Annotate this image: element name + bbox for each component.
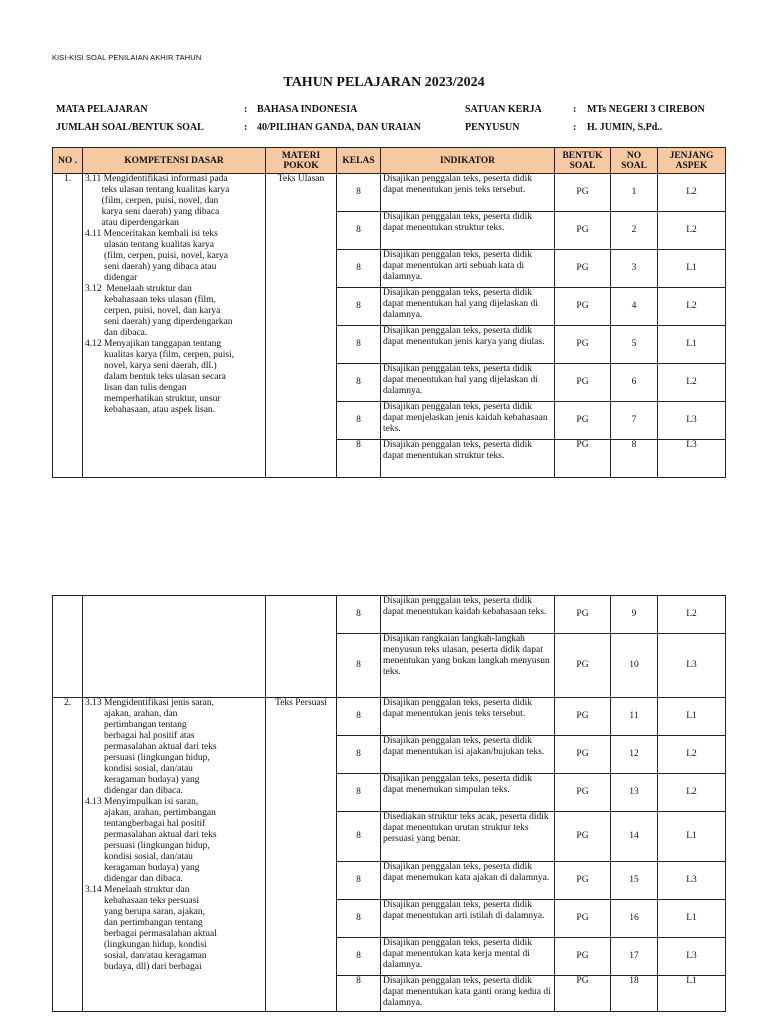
col-no-header: NO . [53, 148, 83, 174]
row-number-continued [53, 596, 83, 698]
kelas-cell: 8 [337, 364, 381, 402]
jumlah-label: JUMLAH SOAL/BENTUK SOAL [56, 122, 204, 133]
table-row [53, 596, 726, 634]
jenjang-cell: L2 [658, 364, 726, 402]
bentuk-cell: PG [555, 288, 611, 326]
jumlah-value: 40/PILIHAN GANDA, DAN URAIAN [257, 122, 421, 133]
col-materi-header: MATERI POKOK [266, 148, 337, 174]
indikator-cell: Disajikan penggalan teks, peserta didik dapat menentukan jenis teks tersebut. [381, 698, 555, 736]
nosoal-cell: 7 [611, 402, 658, 440]
nosoal-cell: 4 [611, 288, 658, 326]
nosoal-cell: 1 [611, 174, 658, 212]
nosoal-cell: 3 [611, 250, 658, 288]
indikator-cell: Disajikan penggalan teks, peserta didik dapat menentukan jenis teks tersebut. [381, 174, 555, 212]
jenjang-cell: L1 [658, 900, 726, 938]
kelas-cell: 8 [337, 440, 381, 478]
indikator-cell: Disediakan struktur teks acak, peserta didik dapat menentukan urutan struktur teks persuasi yang benar. [381, 812, 555, 862]
nosoal-cell: 15 [611, 862, 658, 900]
materi-pokok-continued [266, 596, 337, 698]
jenjang-cell: L2 [658, 174, 726, 212]
penyusun-value: H. JUMIN, S.Pd.. [587, 122, 663, 133]
jenjang-cell: L1 [658, 976, 726, 1012]
kelas-cell: 8 [337, 634, 381, 698]
kelas-cell: 8 [337, 326, 381, 364]
table-row [53, 698, 726, 736]
jenjang-cell: L1 [658, 812, 726, 862]
indikator-cell: Disajikan penggalan teks, peserta didik dapat menentukan kaidah kebahasaan teks. [381, 596, 555, 634]
bentuk-cell: PG [555, 812, 611, 862]
bentuk-cell: PG [555, 364, 611, 402]
indikator-cell: Disajikan penggalan teks, peserta didik dapat menemukan kata ajakan di dalamnya. [381, 862, 555, 900]
indikator-cell: Disajikan penggalan teks, peserta didik dapat menentukan struktur teks. [381, 440, 555, 478]
jenjang-cell: L2 [658, 736, 726, 774]
nosoal-cell: 13 [611, 774, 658, 812]
bentuk-cell: PG [555, 596, 611, 634]
bentuk-cell: PG [555, 440, 611, 478]
indikator-cell: Disajikan penggalan teks, peserta didik dapat menentukan arti istilah di dalamnya. [381, 900, 555, 938]
nosoal-cell: 2 [611, 212, 658, 250]
jenjang-cell: L2 [658, 288, 726, 326]
kelas-cell: 8 [337, 938, 381, 976]
bentuk-cell: PG [555, 402, 611, 440]
indikator-cell: Disajikan penggalan teks, peserta didik dapat menentukan kata ganti orang kedua di dalamnya. [381, 976, 555, 1012]
jenjang-cell: L1 [658, 326, 726, 364]
kelas-cell: 8 [337, 402, 381, 440]
bentuk-cell: PG [555, 698, 611, 736]
bentuk-cell: PG [555, 250, 611, 288]
document-header-label: KISI-KISI SOAL PENILAIAN AKHIR TAHUN [52, 53, 202, 62]
jenjang-cell: L2 [658, 212, 726, 250]
nosoal-cell: 9 [611, 596, 658, 634]
col-kelas-header: KELAS [337, 148, 381, 174]
kelas-cell: 8 [337, 862, 381, 900]
indikator-cell: Disajikan penggalan teks, peserta didik dapat menentukan hal yang dijelaskan di dalamnya. [381, 288, 555, 326]
mapel-label: MATA PELAJARAN [56, 104, 148, 115]
jenjang-cell: L1 [658, 250, 726, 288]
jumlah-separator: : [244, 122, 248, 133]
kelas-cell: 8 [337, 698, 381, 736]
jenjang-cell: L3 [658, 402, 726, 440]
nosoal-cell: 17 [611, 938, 658, 976]
kelas-cell: 8 [337, 976, 381, 1012]
bentuk-cell: PG [555, 900, 611, 938]
kisi-table-page1 [52, 147, 726, 478]
indikator-cell: Disajikan penggalan teks, peserta didik dapat menentukan isi ajakan/bujukan teks. [381, 736, 555, 774]
bentuk-cell: PG [555, 634, 611, 698]
document-title: TAHUN PELAJARAN 2023/2024 [283, 75, 485, 90]
bentuk-cell: PG [555, 938, 611, 976]
kompetensi-dasar: 3.13 Mengidentifikasi jenis saran, ajakan, arahan, dan pertimbangan tentang berbagai hal positif atas permasalahan aktual dari teks persuasi (lingkungan hidup, kondisi sosial, dan/atau keragaman budaya) yang didengar dan dibaca. 4.13 Menyimpulkan isi saran, ajakan, arahan, pertimbangan tentangberbagai hal positif permasalahan aktual dari teks persuasi (lingkungan hidup, kondisi sosial, dan/atau keragaman budaya) yang didengar dan dibaca. 3.14 Menelaah struktur dan kebahasaan teks persuasi yang berupa saran, ajakan, dan pertimbangan tentang berbagai permasalahan aktual (lingkungan hidup, kondisi sosial, dan/atau keragaman budaya, dll) dari berbagai [83, 698, 266, 1012]
nosoal-cell: 16 [611, 900, 658, 938]
jenjang-cell: L2 [658, 774, 726, 812]
bentuk-cell: PG [555, 774, 611, 812]
kelas-cell: 8 [337, 900, 381, 938]
nosoal-cell: 18 [611, 976, 658, 1012]
indikator-cell: Disajikan penggalan teks, peserta didik dapat menentukan arti sebuah kata di dalamnya. [381, 250, 555, 288]
col-nosoal-header: NO SOAL [611, 148, 658, 174]
kelas-cell: 8 [337, 596, 381, 634]
indikator-cell: Disajikan penggalan teks, peserta didik dapat menjelaskan jenis kaidah kebahasaan teks. [381, 402, 555, 440]
nosoal-cell: 5 [611, 326, 658, 364]
kelas-cell: 8 [337, 774, 381, 812]
materi-pokok: Teks Persuasi [266, 698, 337, 1012]
bentuk-cell: PG [555, 326, 611, 364]
indikator-cell: Disajikan rangkaian langkah-langkah menyusun teks ulasan, peserta didik dapat menentukan yang bukan langkah menyusun teks. [381, 634, 555, 698]
nosoal-cell: 6 [611, 364, 658, 402]
kisi-table-page2 [52, 595, 726, 1012]
jenjang-cell: L3 [658, 938, 726, 976]
kompetensi-dasar-continued [83, 596, 266, 698]
kelas-cell: 8 [337, 174, 381, 212]
indikator-cell: Disajikan penggalan teks, peserta didik dapat menentukan hal yang dijelaskan di dalamnya. [381, 364, 555, 402]
row-number: 2. [53, 698, 83, 1012]
indikator-cell: Disajikan penggalan teks, peserta didik dapat menentukan jenis karya yang diulas. [381, 326, 555, 364]
nosoal-cell: 8 [611, 440, 658, 478]
kelas-cell: 8 [337, 212, 381, 250]
jenjang-cell: L3 [658, 440, 726, 478]
col-jenjang-header: JENJANG ASPEK [658, 148, 726, 174]
penyusun-label: PENYUSUN [465, 122, 520, 133]
bentuk-cell: PG [555, 212, 611, 250]
bentuk-cell: PG [555, 862, 611, 900]
satuan-separator: : [573, 104, 577, 115]
kompetensi-dasar: 3.11 Mengidentifikasi informasi pada teks ulasan tentang kualitas karya (film, cerpen, puisi, novel, dan karya seni daerah) yang dibaca atau diperdengarkan 4.11 Menceritakan kembali isi teks ulasan tentang kualitas karya (film, cerpen, puisi, novel, karya seni daerah) yang dibaca atau didengar 3.12 Menelaah struktur dan kebahasaan teks ulasan (film, cerpen, puisi, novel, dan karya seni daerah) yang diperdengarkan dan dibaca. 4.12 Menyajikan tanggapan tentang kualitas karya (film, cerpen, puisi, novel, karya seni daerah, dll.) dalam bentuk teks ulasan secara lisan dan tulis dengan memperhatikan struktur, unsur kebahasaan, atau aspek lisan. [83, 174, 266, 478]
kelas-cell: 8 [337, 250, 381, 288]
nosoal-cell: 11 [611, 698, 658, 736]
bentuk-cell: PG [555, 174, 611, 212]
jenjang-cell: L3 [658, 862, 726, 900]
row-number: 1. [53, 174, 83, 478]
indikator-cell: Disajikan penggalan teks, peserta didik dapat menemukan simpulan teks. [381, 774, 555, 812]
jenjang-cell: L1 [658, 698, 726, 736]
materi-pokok: Teks Ulasan [266, 174, 337, 478]
col-indikator-header: INDIKATOR [381, 148, 555, 174]
satuan-label: SATUAN KERJA [465, 104, 542, 115]
satuan-value: MTs NEGERI 3 CIREBON [587, 104, 705, 115]
bentuk-cell: PG [555, 976, 611, 1012]
mapel-value: BAHASA INDONESIA [257, 104, 358, 115]
indikator-cell: Disajikan penggalan teks, peserta didik dapat menentukan struktur teks. [381, 212, 555, 250]
nosoal-cell: 14 [611, 812, 658, 862]
col-kd-header: KOMPETENSI DASAR [83, 148, 266, 174]
col-bentuk-header: BENTUK SOAL [555, 148, 611, 174]
kelas-cell: 8 [337, 812, 381, 862]
jenjang-cell: L2 [658, 596, 726, 634]
bentuk-cell: PG [555, 736, 611, 774]
kelas-cell: 8 [337, 736, 381, 774]
table-header-row [53, 148, 726, 174]
indikator-cell: Disajikan penggalan teks, peserta didik dapat menentukan kata kerja mental di dalamnya. [381, 938, 555, 976]
nosoal-cell: 10 [611, 634, 658, 698]
penyusun-separator: : [573, 122, 577, 133]
nosoal-cell: 12 [611, 736, 658, 774]
kelas-cell: 8 [337, 288, 381, 326]
mapel-separator: : [244, 104, 248, 115]
jenjang-cell: L3 [658, 634, 726, 698]
table-row [53, 174, 726, 212]
